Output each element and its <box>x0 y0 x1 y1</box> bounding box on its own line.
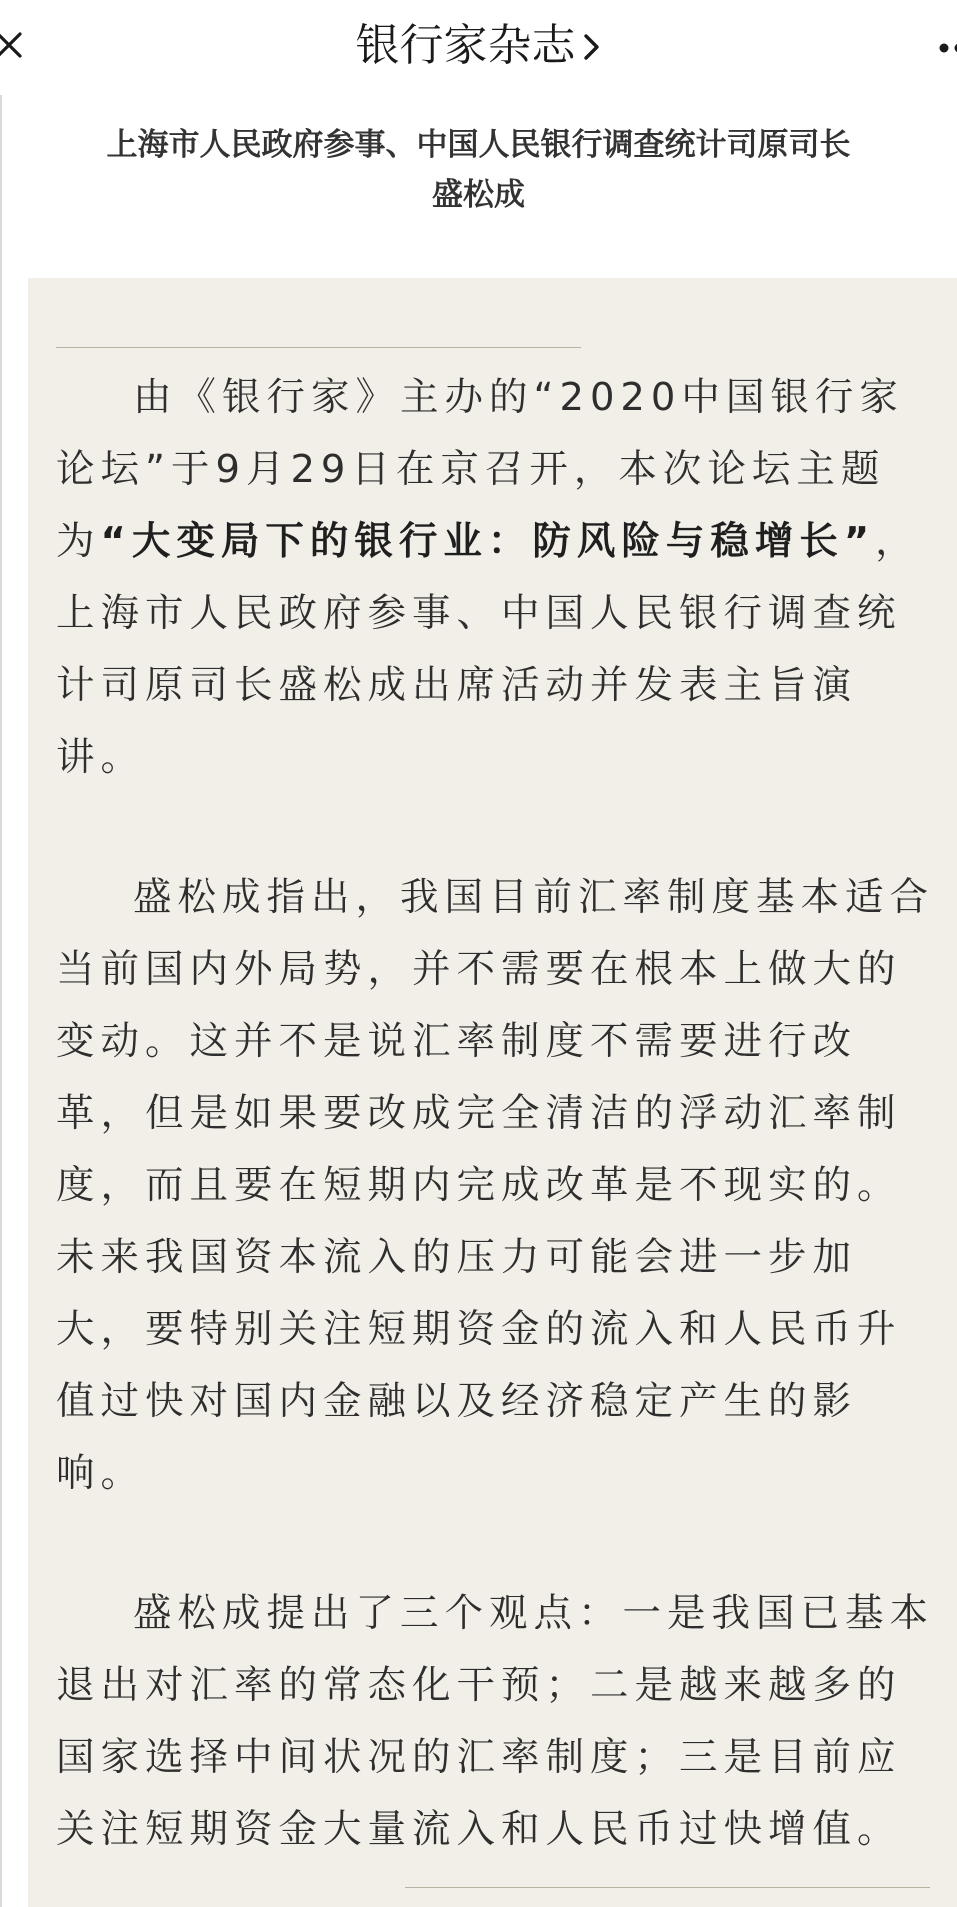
paragraph-1 <box>56 362 934 794</box>
account-title-link[interactable] <box>0 18 957 76</box>
paragraph-1-text: 由《银行家》主办的“2020中国银行家论坛”于9月29日在京召开，本次论坛主题为 <box>56 375 904 564</box>
page-title: 银行家杂志 <box>355 20 576 71</box>
paragraph-2: 盛松成指出，我国目前汇率制度基本适合当前国内外局势，并不需要在根本上做大的变动。这并不是说汇率制度不需要进行改革，但是如果要改成完全清洁的浮动汇率制度，而且要在短期内完成改革是不现实的。未来我国资本流入的压力可能会进一步加大，要特别关注短期资金的流入和人民币升值过快对国内金融以及经济稳定产生的影响。 <box>56 875 935 1496</box>
bottom-divider <box>405 1887 930 1888</box>
page-edge-divider <box>0 95 2 1907</box>
forum-theme: “大变局下的银行业：防风险与稳增长” <box>100 519 876 564</box>
top-nav-bar <box>0 0 957 95</box>
author-title: 上海市人民政府参事、中国人民银行调查统计司原司长 <box>106 127 851 163</box>
more-button[interactable] <box>917 36 957 60</box>
author-caption <box>0 120 957 220</box>
more-icon <box>917 45 957 64</box>
author-name: 盛松成 <box>432 177 525 213</box>
paragraph-1-text-end: ，上海市人民政府参事、中国人民银行调查统计司原司长盛松成出席活动并发表主旨演讲。 <box>56 519 920 780</box>
article-body <box>56 362 934 1866</box>
paragraph-3: 盛松成提出了三个观点：一是我国已基本退出对汇率的常态化干预；二是越来越多的国家选择中间状况的汇率制度；三是目前应关注短期资金大量流入和人民币过快增值。 <box>56 1591 935 1852</box>
chevron-right-icon <box>582 20 602 76</box>
top-divider <box>56 347 581 348</box>
